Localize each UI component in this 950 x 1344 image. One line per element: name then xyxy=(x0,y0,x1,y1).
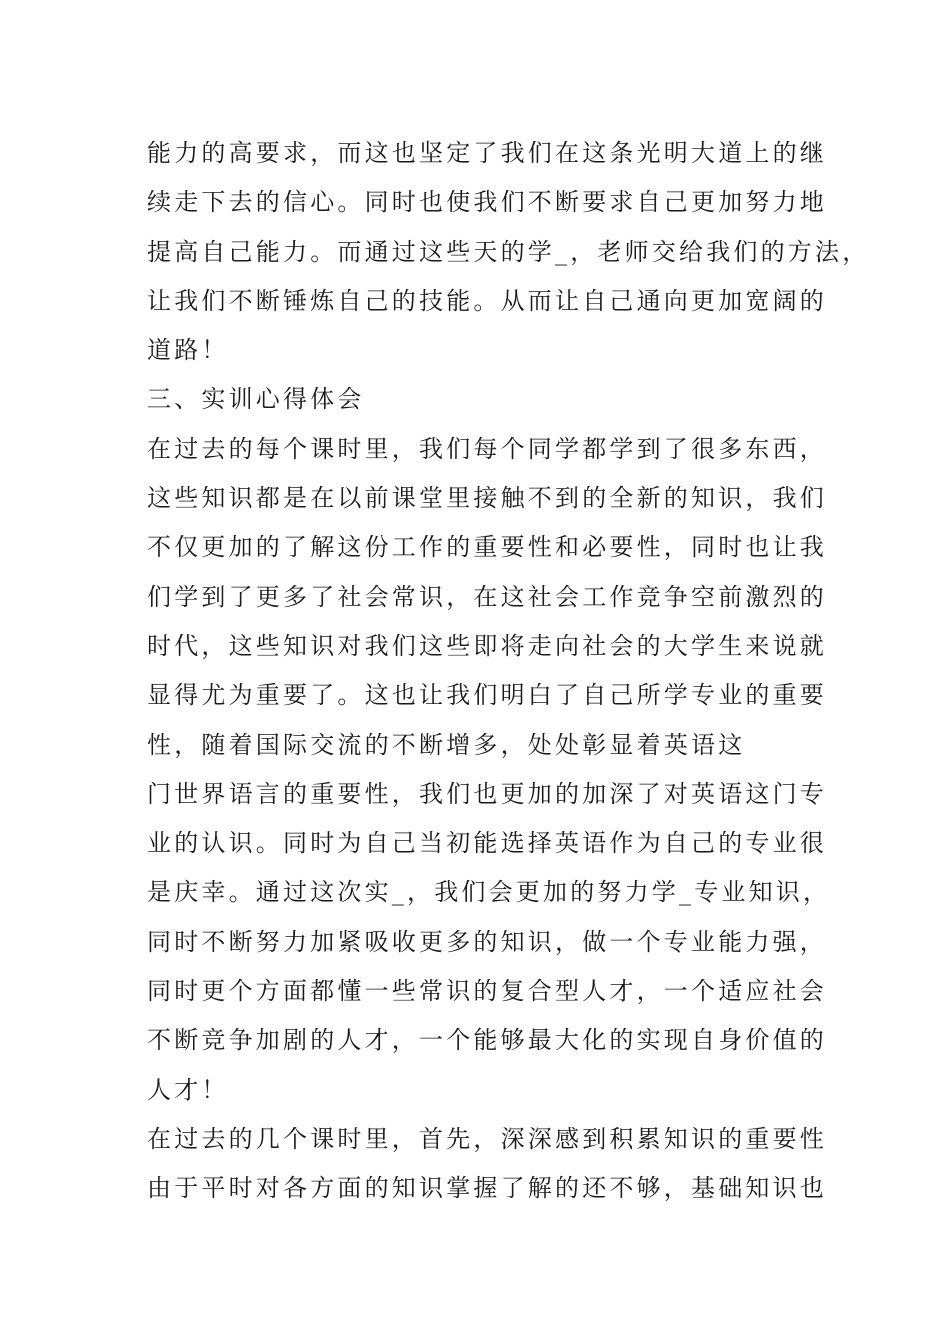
text-line: 能力的高要求，而这也坚定了我们在这条光明大道上的继 xyxy=(147,139,827,167)
text-line: 是庆幸。通过这次实_，我们会更加的努力学_专业知识， xyxy=(147,878,831,907)
text-line: 由于平时对各方面的知识掌握了解的还不够，基础知识也 xyxy=(147,1174,827,1203)
text-line: 续走下去的信心。同时也使我们不断要求自己更加努力地 xyxy=(147,188,827,217)
text-line: 提高自己能力。而通过这些天的学_，老师交给我们的方法， xyxy=(147,237,870,266)
text-line: 人才！ xyxy=(147,1075,229,1104)
text-line: 性，随着国际交流的不断增多，处处彰显着英语这 xyxy=(147,730,746,759)
text-line: 业的认识。同时为自己当初能选择英语作为自己的专业很 xyxy=(147,829,827,858)
text-line: 不仅更加的了解这份工作的重要性和必要性，同时也让我 xyxy=(147,533,827,562)
body-text xyxy=(147,133,870,1218)
text-line: 门世界语言的重要性，我们也更加的加深了对英语这门专 xyxy=(147,779,827,808)
text-line: 同时更个方面都懂一些常识的复合型人才，一个适应社会 xyxy=(147,977,827,1006)
text-line: 们学到了更多了社会常识，在这社会工作竞争空前激烈的 xyxy=(147,582,827,611)
section-heading: 三、实训心得体会 xyxy=(147,385,365,414)
text-line: 显得尤为重要了。这也让我们明白了自己所学专业的重要 xyxy=(147,681,827,710)
text-line: 同时不断努力加紧吸收更多的知识，做一个专业能力强， xyxy=(147,927,827,956)
text-line: 在过去的每个课时里，我们每个同学都学到了很多东西， xyxy=(147,434,827,463)
text-line: 这些知识都是在以前课堂里接触不到的全新的知识，我们 xyxy=(147,484,827,513)
text-line: 时代，这些知识对我们这些即将走向社会的大学生来说就 xyxy=(147,631,827,660)
text-line: 让我们不断锤炼自己的技能。从而让自己通向更加宽阔的 xyxy=(147,286,827,315)
text-line: 不断竞争加剧的人才，一个能够最大化的实现自身价值的 xyxy=(147,1026,827,1055)
text-line: 道路！ xyxy=(147,336,229,365)
text-line: 在过去的几个课时里，首先，深深感到积累知识的重要性 xyxy=(147,1124,827,1153)
